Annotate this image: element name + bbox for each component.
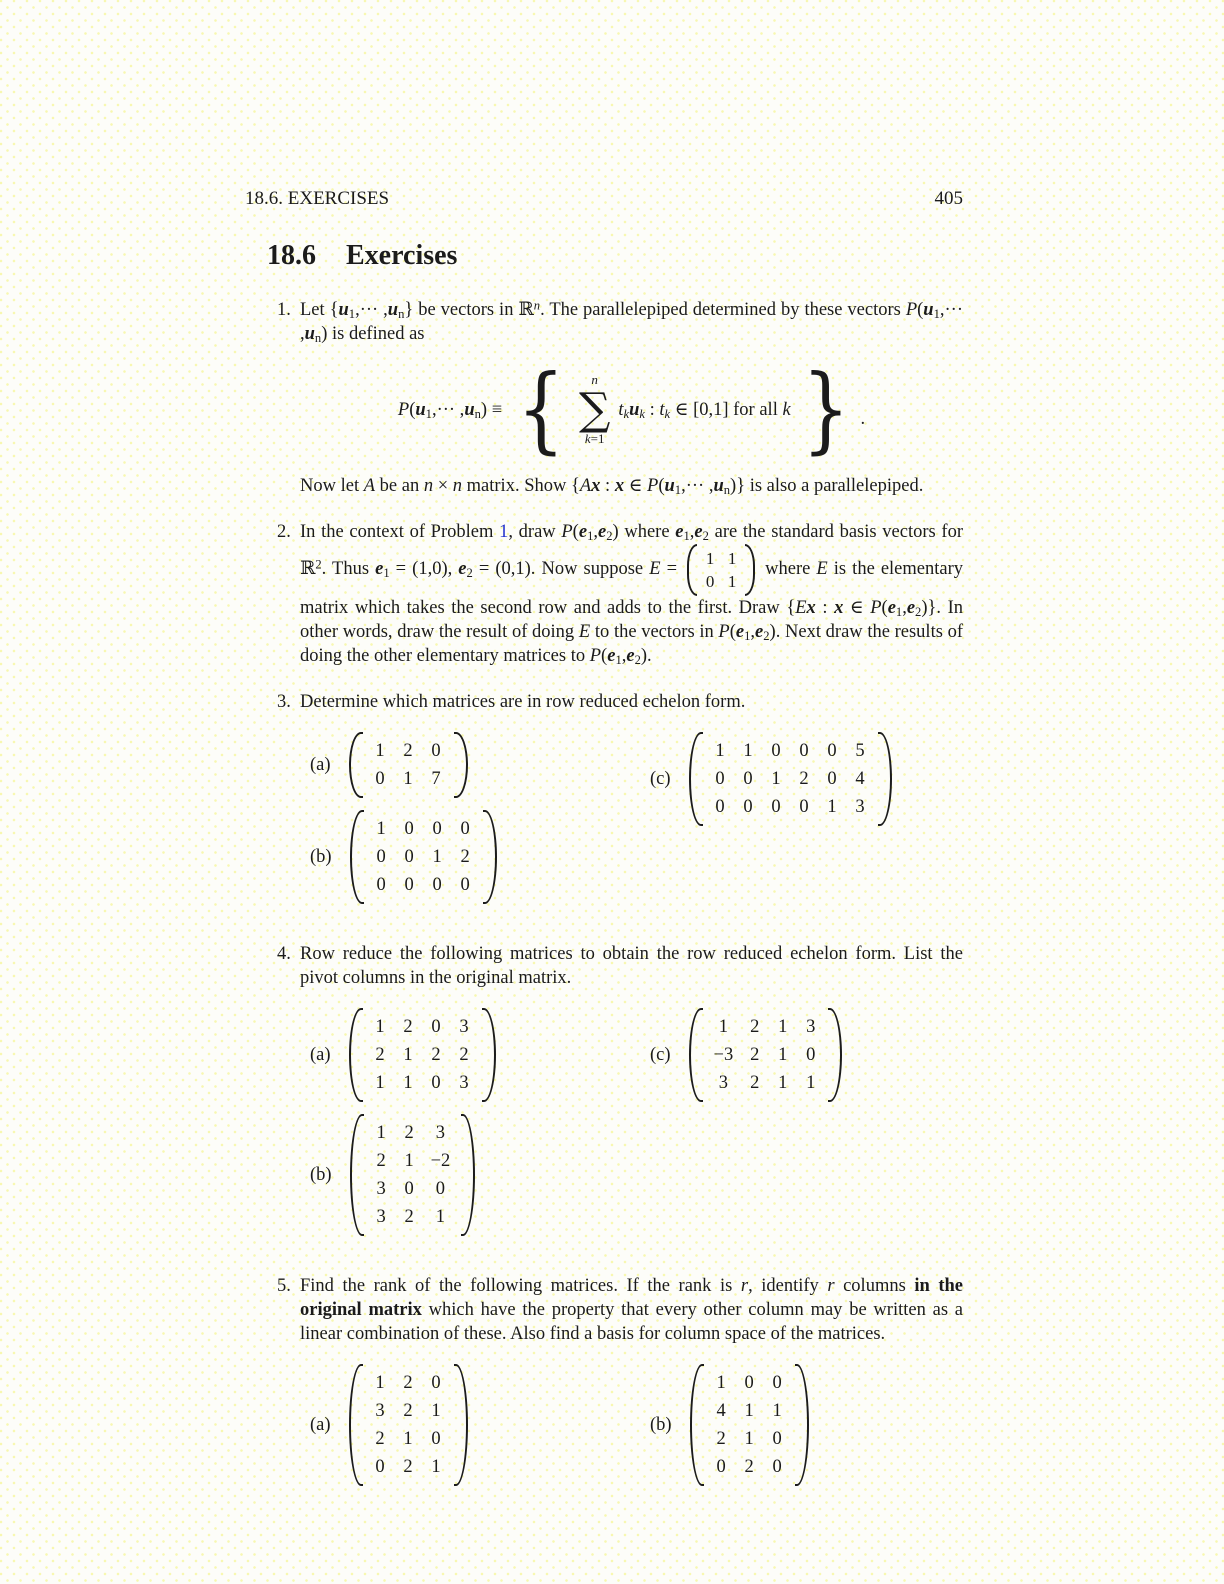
summation xyxy=(579,373,610,447)
equation-lhs: $P(u_1,\cdot\cdot\cdot ,u_n)$ ≡ xyxy=(397,399,503,421)
matrix-cell: 2 xyxy=(403,741,413,761)
matrix-cell: 0 xyxy=(375,1457,385,1477)
matrix-cell: 3 xyxy=(376,1179,386,1199)
matrix-cell: 0 xyxy=(827,741,837,761)
matrix-cell: 2 xyxy=(459,1045,469,1065)
matrix-cell: 2 xyxy=(403,1373,413,1393)
matrix-cell: 1 xyxy=(403,1429,413,1449)
problem-1-body xyxy=(300,298,963,498)
equation-body: $t_ku_k$ : $t_k$ ∈ [0,1] for all k xyxy=(618,400,791,422)
matrix-4c xyxy=(689,1008,843,1102)
problem-4-subitems xyxy=(310,1008,963,1248)
matrix-cell: 1 xyxy=(743,741,753,761)
problem-5-body xyxy=(300,1274,963,1502)
matrix-4a xyxy=(349,1008,496,1102)
matrix-cell: 2 xyxy=(716,1429,726,1449)
matrix-cell: 1 xyxy=(375,1017,385,1037)
matrix-cell: 2 xyxy=(403,1401,413,1421)
matrix-cell: −3 xyxy=(713,1045,734,1065)
problem-5-left-column xyxy=(310,1364,650,1498)
matrix-cell: 0 xyxy=(772,1457,782,1477)
matrix-cell: 0 xyxy=(404,819,414,839)
matrix-cell: 1 xyxy=(716,1373,726,1393)
problem-3-body xyxy=(300,690,963,920)
matrix-paren-left xyxy=(350,810,364,904)
sigma-symbol: ∑ xyxy=(578,384,611,435)
equation-period: . xyxy=(860,408,866,429)
matrix-cell: 2 xyxy=(404,1207,414,1227)
matrix-cell: 0 xyxy=(375,769,385,789)
problem-4-body xyxy=(300,942,963,1252)
matrix-grid xyxy=(703,732,878,826)
matrix-E xyxy=(687,544,755,596)
problem-3b xyxy=(310,810,650,904)
matrix-cell: 1 xyxy=(778,1017,788,1037)
problem-4b xyxy=(310,1114,650,1236)
problem-4-left-column xyxy=(310,1008,650,1248)
summation-lower-limit: k=1 xyxy=(584,431,605,446)
matrix-cell: 0 xyxy=(806,1045,816,1065)
right-brace: } xyxy=(801,355,850,464)
matrix-paren-right xyxy=(878,732,892,826)
matrix-cell: 1 xyxy=(778,1073,788,1093)
matrix-cell: 2 xyxy=(460,847,470,867)
matrix-paren-right xyxy=(828,1008,842,1102)
problem-5 xyxy=(277,1274,1224,1502)
matrix-cell: 7 xyxy=(431,769,441,789)
matrix-cell: −2 xyxy=(430,1151,451,1171)
problem-3a-label: (a) xyxy=(310,754,331,775)
problem-3-text: Determine which matrices are in row reduced echelon form. xyxy=(300,692,746,712)
problem-5-subitems xyxy=(310,1364,963,1498)
matrix-cell: 3 xyxy=(718,1073,729,1093)
matrix-cell: 0 xyxy=(772,1373,782,1393)
matrix-paren-left xyxy=(687,544,697,596)
matrix-cell: 0 xyxy=(743,797,753,817)
matrix-cell: 1 xyxy=(431,1457,441,1477)
matrix-cell: 2 xyxy=(404,1123,414,1143)
problem-3b-label: (b) xyxy=(310,846,332,867)
problem-1-text: Let $\{u_1,\cdot\cdot\cdot ,u_n\}$ be vectors in ℝ$^n$. The parallelepiped determined by these vectors $P(u_1,\cdot\cdot\cdot ,u_n)$ is defined as xyxy=(300,298,963,346)
problem-5-right-column xyxy=(650,1364,963,1498)
problem-2-text-after-matrix: where E is the elementary matrix which takes the second row and adds to the first. Draw {Ex : x ∈ $P(e_1,e_2)$}. In other words, draw the result of doing E to the vectors in $P(e_1,e_2)$. Next draw the results of doing the other elementary matrices to $P(e_1,e_2)$. xyxy=(300,559,964,668)
matrix-cell: 1 xyxy=(431,1401,441,1421)
matrix-cell: 1 xyxy=(376,1123,386,1143)
matrix-paren-left xyxy=(349,732,363,798)
matrix-3a xyxy=(349,732,468,798)
matrix-cell: 4 xyxy=(716,1401,726,1421)
matrix-cell: 1 xyxy=(718,1017,729,1037)
problem-2-body xyxy=(300,520,963,668)
matrix-cell: 1 xyxy=(376,819,386,839)
problem-4c-label: (c) xyxy=(650,1044,671,1065)
matrix-cell: 1 xyxy=(727,549,737,568)
matrix-cell: 0 xyxy=(772,1429,782,1449)
matrix-paren-right xyxy=(454,732,468,798)
matrix-paren-left xyxy=(689,1008,703,1102)
problem-3c xyxy=(650,732,963,826)
problem-1-text-2: Now let A be an n × n matrix. Show {Ax : x ∈ $P(u_1,\cdot\cdot\cdot ,u_n)$} is also a parallelepiped. xyxy=(300,476,924,498)
matrix-cell: 0 xyxy=(404,1179,414,1199)
problem-4a-label: (a) xyxy=(310,1044,331,1065)
matrix-cell: 1 xyxy=(827,797,837,817)
matrix-grid xyxy=(697,544,745,596)
matrix-cell: 1 xyxy=(705,549,715,568)
matrix-cell: 1 xyxy=(375,1373,385,1393)
matrix-grid xyxy=(703,1008,829,1102)
matrix-cell: 1 xyxy=(435,1207,446,1227)
matrix-cell: 3 xyxy=(435,1123,446,1143)
matrix-cell: 1 xyxy=(744,1429,754,1449)
matrix-grid xyxy=(363,732,454,798)
matrix-cell: 1 xyxy=(403,769,413,789)
matrix-cell: 0 xyxy=(715,769,725,789)
problem-3 xyxy=(277,690,1224,920)
matrix-cell: 1 xyxy=(432,847,442,867)
matrix-cell: 1 xyxy=(375,1073,385,1093)
matrix-cell: 3 xyxy=(459,1073,469,1093)
matrix-5a xyxy=(349,1364,468,1486)
problem-2-text-before-matrix: In the context of Problem 1, draw $P(e_1,e_2)$ where $e_1,e_2$ are the standard basis vectors for ℝ$^2$. Thus $e_1 = (1,0)$, $e_2 = (0,1)$. Now suppose E = xyxy=(300,522,963,581)
problem-1-number: 1. xyxy=(277,300,291,320)
problem-4b-label: (b) xyxy=(310,1164,332,1185)
section-title-text: Exercises xyxy=(346,240,458,271)
matrix-cell: 0 xyxy=(376,847,386,867)
matrix-cell: 0 xyxy=(743,769,753,789)
matrix-cell: 2 xyxy=(750,1045,760,1065)
matrix-cell: 1 xyxy=(771,769,781,789)
problem-4-right-column xyxy=(650,1008,963,1114)
matrix-cell: 3 xyxy=(375,1401,385,1421)
matrix-grid xyxy=(363,1364,454,1486)
problem-5a-label: (a) xyxy=(310,1414,331,1435)
running-header xyxy=(245,188,963,210)
problem-5-number: 5. xyxy=(277,1276,291,1296)
matrix-cell: 0 xyxy=(705,572,715,591)
matrix-cell: 0 xyxy=(744,1373,754,1393)
running-header-section: 18.6. EXERCISES xyxy=(245,188,390,209)
matrix-cell: 2 xyxy=(750,1073,760,1093)
problem-4 xyxy=(277,942,1224,1252)
problem-ref-link[interactable]: 1 xyxy=(499,522,509,542)
problem-5b-label: (b) xyxy=(650,1414,672,1435)
matrix-cell: 2 xyxy=(375,1045,385,1065)
matrix-cell: 1 xyxy=(375,741,385,761)
matrix-cell: 0 xyxy=(799,797,809,817)
problem-5a xyxy=(310,1364,650,1486)
problem-3a xyxy=(310,732,650,798)
matrix-paren-right xyxy=(795,1364,809,1486)
matrix-cell: 1 xyxy=(715,741,725,761)
problem-1 xyxy=(277,298,1224,498)
matrix-paren-right xyxy=(745,544,755,596)
matrix-paren-left xyxy=(350,1114,364,1236)
matrix-cell: 1 xyxy=(404,1151,414,1171)
matrix-cell: 2 xyxy=(376,1151,386,1171)
problem-4-text: Row reduce the following matrices to obtain the row reduced echelon form. List the pivot columns in the original matrix. xyxy=(300,944,963,988)
matrix-cell: 0 xyxy=(431,1429,441,1449)
matrix-3c xyxy=(689,732,892,826)
matrix-cell: 1 xyxy=(772,1401,782,1421)
matrix-cell: 0 xyxy=(716,1457,726,1477)
problem-3-right-column xyxy=(650,732,963,838)
matrix-cell: 1 xyxy=(403,1045,413,1065)
matrix-cell: 3 xyxy=(806,1017,816,1037)
matrix-cell: 5 xyxy=(855,741,865,761)
matrix-cell: 3 xyxy=(459,1017,469,1037)
problem-5-text: Find the rank of the following matrices. If the rank is r, identify r columns in the original matrix which have the property that every other column may be written as a linear combination of these. Also find a basis for column space of the matrices. xyxy=(300,1276,963,1344)
matrix-cell: 4 xyxy=(855,769,865,789)
matrix-paren-right xyxy=(482,1008,496,1102)
matrix-cell: 0 xyxy=(432,875,442,895)
matrix-grid xyxy=(704,1364,795,1486)
matrix-paren-left xyxy=(689,732,703,826)
problem-5b xyxy=(650,1364,963,1486)
problem-3-left-column xyxy=(310,732,650,916)
matrix-cell: 0 xyxy=(431,1017,441,1037)
exercise-list xyxy=(245,298,1224,1502)
problem-4-number: 4. xyxy=(277,944,291,964)
matrix-cell: 0 xyxy=(404,875,414,895)
matrix-cell: 0 xyxy=(799,741,809,761)
matrix-cell: 2 xyxy=(431,1045,441,1065)
matrix-cell: 3 xyxy=(376,1207,386,1227)
matrix-cell: 2 xyxy=(403,1457,413,1477)
matrix-paren-right xyxy=(483,810,497,904)
summation-upper-limit: n xyxy=(591,372,598,388)
matrix-cell: 0 xyxy=(376,875,386,895)
matrix-paren-left xyxy=(690,1364,704,1486)
matrix-cell: 1 xyxy=(806,1073,816,1093)
matrix-paren-right xyxy=(461,1114,475,1236)
matrix-cell: 0 xyxy=(715,797,725,817)
problem-4a xyxy=(310,1008,650,1102)
matrix-cell: 1 xyxy=(727,572,737,591)
matrix-cell: 2 xyxy=(744,1457,754,1477)
matrix-paren-right xyxy=(454,1364,468,1486)
matrix-cell: 0 xyxy=(432,819,442,839)
matrix-grid xyxy=(363,1008,482,1102)
matrix-5b xyxy=(690,1364,809,1486)
matrix-cell: 2 xyxy=(375,1429,385,1449)
matrix-grid xyxy=(364,1114,462,1236)
matrix-cell: 0 xyxy=(827,769,837,789)
problem-2 xyxy=(277,520,1224,668)
problem-3-subitems xyxy=(310,732,963,916)
problem-3-number: 3. xyxy=(277,692,291,712)
matrix-cell: 1 xyxy=(403,1073,413,1093)
matrix-cell: 2 xyxy=(403,1017,413,1037)
problem-3c-label: (c) xyxy=(650,768,671,789)
matrix-grid xyxy=(364,810,483,904)
left-brace: { xyxy=(517,355,565,464)
matrix-3b xyxy=(350,810,497,904)
matrix-cell: 0 xyxy=(435,1179,446,1199)
matrix-cell: 0 xyxy=(431,1073,441,1093)
problem-4c xyxy=(650,1008,963,1102)
matrix-cell: 0 xyxy=(431,741,441,761)
matrix-paren-left xyxy=(349,1008,363,1102)
matrix-cell: 0 xyxy=(431,1373,441,1393)
problem-2-number: 2. xyxy=(277,522,291,542)
matrix-cell: 0 xyxy=(771,797,781,817)
problem-2-text xyxy=(300,520,963,668)
matrix-cell: 3 xyxy=(855,797,865,817)
matrix-4b xyxy=(350,1114,476,1236)
matrix-cell: 1 xyxy=(744,1401,754,1421)
section-title xyxy=(267,240,1224,272)
matrix-cell: 0 xyxy=(771,741,781,761)
parallelepiped-definition-equation xyxy=(300,355,963,464)
section-number: 18.6 xyxy=(267,240,316,271)
matrix-cell: 0 xyxy=(460,819,470,839)
matrix-cell: 2 xyxy=(799,769,809,789)
matrix-cell: 1 xyxy=(778,1045,788,1065)
page-number: 405 xyxy=(934,188,963,209)
matrix-cell: 0 xyxy=(404,847,414,867)
matrix-cell: 0 xyxy=(460,875,470,895)
matrix-cell: 2 xyxy=(750,1017,760,1037)
matrix-paren-left xyxy=(349,1364,363,1486)
